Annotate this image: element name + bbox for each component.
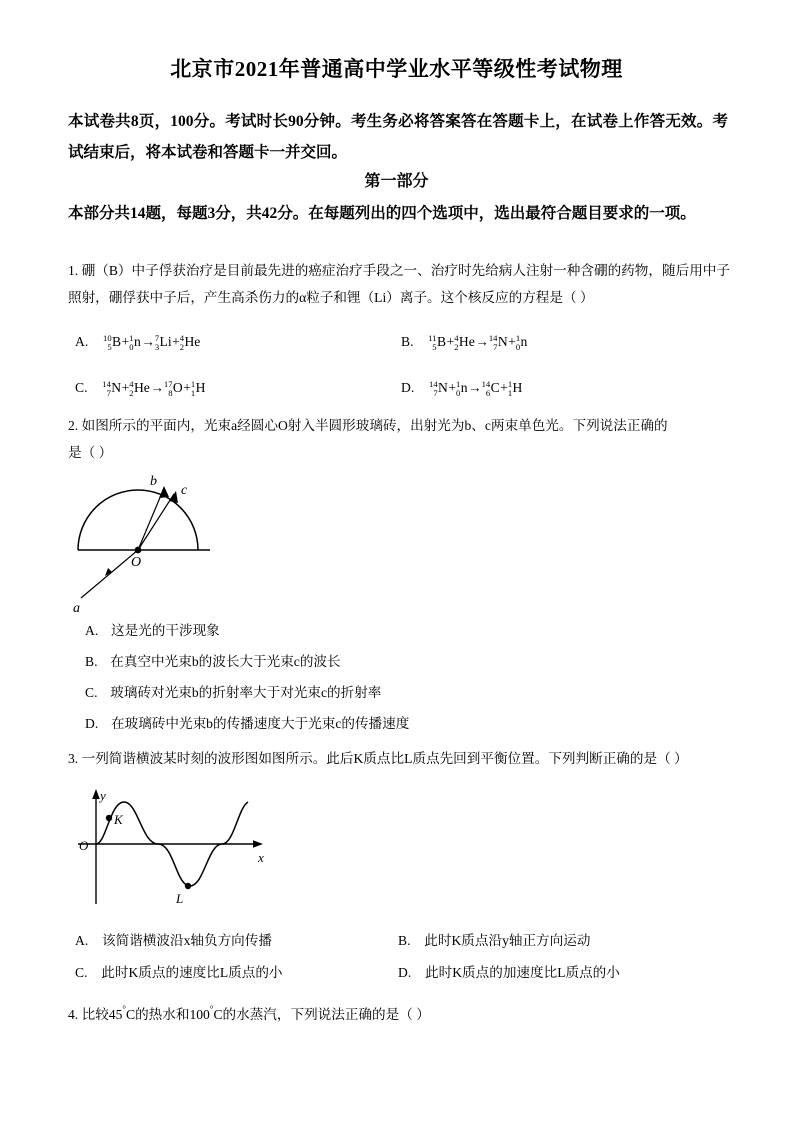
question-2-option-a[interactable]: [85, 620, 220, 642]
ray-b-arrowhead: [159, 486, 169, 498]
question-1-option-b[interactable]: [401, 331, 528, 353]
option-d-text: 在玻璃砖中光束b的传播速度大于光束c的传播速度: [111, 716, 410, 731]
nuclide-h1: 1 1 H: [507, 379, 523, 398]
part-description: 本部分共14题，每题3分，共42分。在每题列出的四个选项中，选出最符合题目要求的一项。: [68, 205, 696, 222]
label-ray-a: a: [73, 601, 80, 616]
option-b-text: 此时K质点沿y轴正方向运动: [424, 933, 591, 948]
nuclide-n14: 14 7 N: [488, 333, 508, 352]
option-a-label: A.: [75, 933, 89, 948]
question-1-option-c[interactable]: [75, 377, 206, 399]
degree-symbol-1: °: [122, 1004, 126, 1015]
option-d-label: D.: [85, 716, 99, 731]
question-3-option-b[interactable]: [398, 930, 590, 952]
question-3-stem-text: 一列简谐横波某时刻的波形图如图所示。此后K质点比L质点先回到平衡位置。下列判断正确的是（ ）: [81, 751, 688, 766]
label-center-o: O: [131, 555, 142, 570]
exam-instructions: 本试卷共8页，100分。考试时长90分钟。考生务必将答案答在答题卡上，在试卷上作答无效。考试结束后，将本试卷和答题卡一并交回。: [68, 113, 728, 161]
nuclide-h1: 1 1 H: [190, 379, 206, 398]
question-1-option-a[interactable]: [75, 331, 201, 353]
option-a-text: 这是光的干涉现象: [111, 623, 220, 638]
option-c-equation: 14 7 N+ 4 2 He→ 17 8 O+ 1 1 H: [102, 380, 206, 395]
question-4-temp1-unit: C的热水和100: [126, 1007, 210, 1022]
ray-c-arrowhead: [169, 491, 178, 503]
figure-transverse-waveform: [62, 786, 312, 918]
option-a-label: A.: [75, 334, 89, 349]
label-ray-b: b: [150, 474, 157, 489]
question-1-stem-text: 硼（B）中子俘获治疗是目前最先进的癌症治疗手段之一、治疗时先给病人注射一种含硼的药物，随后用中子照射，硼俘获中子后，产生高杀伤力的α粒子和锂（Li）离子。这个核反应的方程是（ ）: [68, 263, 730, 305]
nuclide-n1: 1 0 n: [456, 379, 468, 398]
nuclide-b11: 11 5 B: [428, 333, 447, 352]
label-origin-o: O: [79, 838, 89, 853]
part-heading: 第一部分: [364, 173, 429, 190]
label-x-axis: x: [258, 850, 264, 865]
option-c-text: 玻璃砖对光束b的折射率大于对光束c的折射率: [110, 685, 382, 700]
question-1-option-d[interactable]: [401, 377, 523, 399]
question-3-stem: [68, 746, 746, 773]
option-a-label: A.: [85, 623, 99, 638]
question-4-stem: [68, 1002, 738, 1029]
nuclide-c14: 14 6 C: [481, 379, 500, 398]
question-2-option-d[interactable]: [85, 713, 409, 735]
question-2-stem-line2: [68, 440, 738, 467]
option-b-label: B.: [85, 654, 98, 669]
option-c-label: C.: [75, 965, 88, 980]
question-2-option-b[interactable]: [85, 651, 341, 673]
nuclide-o17: 17 8 O: [163, 379, 183, 398]
option-d-text: 此时K质点的加速度比L质点的小: [425, 965, 620, 980]
question-3-option-a[interactable]: [75, 930, 272, 952]
label-y-axis: y: [100, 788, 106, 803]
option-a-equation: 10 5 B+ 1 0 n→ 7 3 Li+ 4 2 He: [103, 334, 201, 349]
option-c-label: C.: [85, 685, 98, 700]
question-4-stem-prefix: 比较45: [81, 1007, 123, 1022]
page-title: 北京市2021年普通高中学业水平等级性考试物理: [170, 57, 623, 81]
x-axis-arrowhead: [253, 840, 263, 848]
label-ray-c: c: [181, 483, 188, 498]
question-3-number: 3.: [68, 751, 79, 766]
option-d-label: D.: [401, 380, 415, 395]
question-3-option-d[interactable]: [398, 962, 620, 984]
question-3-option-c[interactable]: [75, 962, 283, 984]
nuclide-he4: 4 2 He: [179, 333, 201, 352]
question-2-number: 2.: [68, 418, 79, 433]
nuclide-he4: 4 2 He: [129, 379, 150, 398]
label-point-l: L: [176, 891, 184, 906]
option-d-label: D.: [398, 965, 412, 980]
nuclide-n1: 1 0 n: [515, 333, 528, 352]
question-2-option-c[interactable]: [85, 682, 381, 704]
option-b-equation: 11 5 B+ 4 2 He→ 14 7 N+ 1 0 n: [428, 334, 528, 349]
option-b-label: B.: [398, 933, 411, 948]
option-c-text: 此时K质点的速度比L质点的小: [101, 965, 283, 980]
option-d-equation: 14 7 N+ 1 0 n→ 14 6 C+ 1 1 H: [429, 380, 523, 395]
question-1-stem: [68, 258, 730, 311]
nuclide-n14: 14 7 N: [102, 379, 122, 398]
nuclide-li7: 7 3 Li: [154, 333, 172, 352]
option-a-text: 该简谐横波沿x轴负方向传播: [102, 933, 272, 948]
nuclide-he4: 4 2 He: [454, 333, 475, 352]
nuclide-b10: 10 5 B: [103, 333, 122, 352]
question-1-number: 1.: [68, 263, 79, 278]
question-2-stem-text-2: 是（ ）: [68, 445, 113, 460]
option-b-text: 在真空中光束b的波长大于光束c的波长: [110, 654, 341, 669]
option-b-label: B.: [401, 334, 414, 349]
figure-semicircular-glass-brick: [64, 466, 344, 618]
question-4-number: 4.: [68, 1007, 79, 1022]
point-l-marker: [185, 883, 191, 889]
label-point-k: K: [114, 812, 123, 827]
question-2-stem-line1: [68, 413, 738, 440]
y-axis-arrowhead: [92, 789, 100, 799]
option-c-label: C.: [75, 380, 88, 395]
question-2-stem-text-1: 如图所示的平面内，光束a经圆心O射入半圆形玻璃砖，出射光为b、c两束单色光。下列说法正确的: [81, 418, 668, 433]
degree-symbol-2: °: [209, 1004, 214, 1015]
question-4-temp2-unit: C的水蒸汽，下列说法正确的是（ ）: [213, 1007, 430, 1022]
point-k-marker: [106, 815, 112, 821]
nuclide-n1: 1 0 n: [129, 333, 141, 352]
nuclide-n14: 14 7 N: [429, 379, 448, 398]
